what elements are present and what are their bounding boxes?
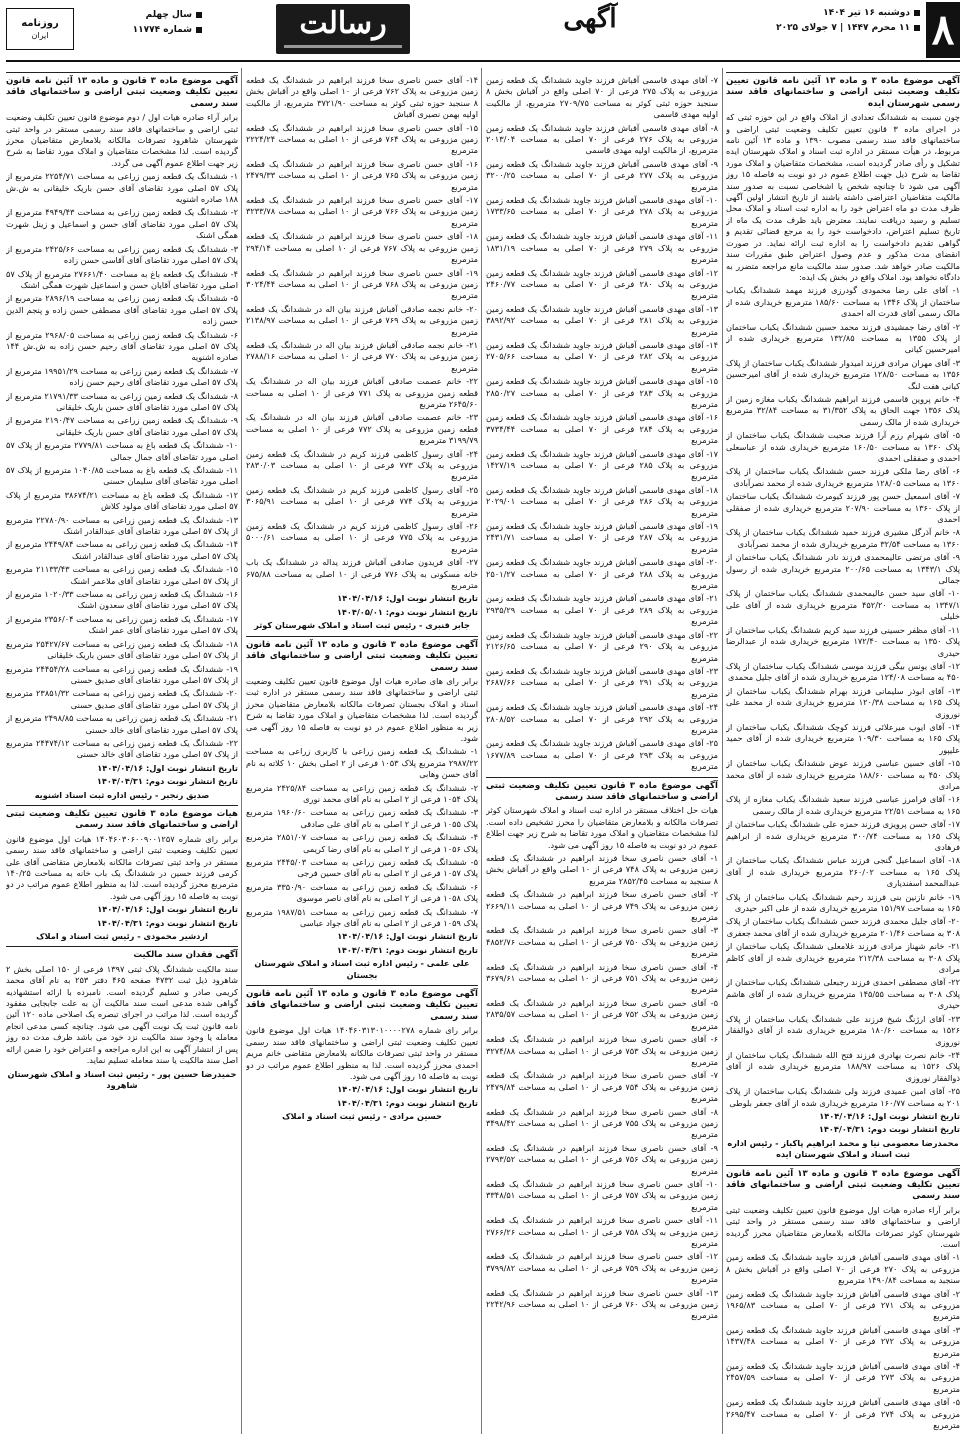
notice-item: ۶- آقای حسن ناصری سخا فرزند ابراهیم در ششدانگ یک قطعه زمین مزروعی به پلاک ۷۵۳ فرعی از ۱۰ اصلی به مساحت ۳۲۷۴/۸۸ مترمربع <box>486 1034 718 1067</box>
notice-item: ۲۴- خانم نصرت بهادری فرزند فتح الله ششدانگ یکباب ساختمان از پلاک ۱۵۲۶ به مساحت ۱۸۸/۹۷ مترمربع خریداری شده از آقای ذوالفقار نوروزی <box>726 1049 960 1083</box>
notice-item: ۹- آقای مهدی قاسمی آقباش فرزند جاوید ششدانگ یک قطعه زمین مزروعی به پلاک ۲۷۷ فرعی از ۷۰ اصلی به مساحت ۳۲۰۰/۲۵ مترمربع <box>486 158 718 192</box>
notice-item: ۱- ششدانگ یک قطعه زمین زراعی به مساحت ۲۲۵۴/۷۱ مترمربع از پلاک ۵۷ اصلی مورد تقاضای آقای حسن باریک خلیقانی به ش.ش ۱۸۸ صادره اشنویه <box>6 171 238 205</box>
notice-item: ۱۸- آقای اسماعیل گنجی فرزند عباس ششدانگ یکباب ساختمان از پلاک ۱۶۵ به مساحت ۲۶۰/۰۲ مترمربع خریداری شده از آقای عبدالمحمد اسفندیاری <box>726 855 960 889</box>
notice-item: ۲- آقای مهدی قاسمی آقباش فرزند جاوید ششدانگ یک قطعه زمین مزروعی به پلاک ۲۷۱ فرعی از ۷۰ اصلی به مساحت ۱۹۶۵/۸۳ مترمربع <box>726 1288 960 1322</box>
notice-item: ۴- آقای مهدی قاسمی آقباش فرزند جاوید ششدانگ یک قطعه زمین مزروعی به پلاک ۲۷۳ فرعی از ۷۰ اصلی به مساحت ۲۴۵۷/۵۹ مترمربع <box>726 1361 960 1394</box>
notice-item: ۱۵- آقای حسین عباسی فرزند عوض ششدانگ یکباب ساختمان از پلاک ۴۵۰ به مساحت ۱۸۸/۶۰ مترمربع خریداری شده از آقای محمد مرادی <box>726 758 960 791</box>
notice-item: ۱۲- آقای مهدی قاسمی آقباش فرزند جاوید ششدانگ یک قطعه زمین مزروعی به پلاک ۲۸۰ فرعی از ۷۰ اصلی به مساحت ۲۴۶۰/۷۷ مترمربع <box>486 267 718 301</box>
notice-title: آگهی موضوع ماده ۳ قانون تعیین تکلیف وضعیت ثبتی اراضی و ساختمانهای فاقد سند رسمی <box>486 780 718 802</box>
notice-item: ۲۰- آقای جلیل محمدی فرزند حسن ششدانگ یکباب ساختمان از پلاک ۳۰۸ به مساحت ۲۰۱/۴۶ مترمربع خریداری شده از آقای محمد جعفری <box>726 916 960 938</box>
notice-item: ۲۱- خانم نجمه صادقی آقباش فرزند بیان اله در ششدانگ یک قطعه زمین مزروعی به پلاک ۷۷۰ فرعی از ۱۰ اصلی به مساحت ۲۷۸۸/۱۶ مترمربع <box>246 339 478 373</box>
publish-date-first: تاریخ انتشار نوبت اول: ۱۴۰۴/۰۴/۱۶ <box>819 1110 960 1121</box>
date-line-2: ۱۱ محرم ۱۴۴۷ | ۷ جولای ۲۰۲۵ <box>776 23 910 33</box>
notice-item: ۲۲- ششدانگ یک قطعه زمین زراعی به مساحت ۲۴۴۷۴/۱۲ مترمربع از پلاک ۵۷ اصلی مورد تقاضای آقای خالد حسنی <box>6 737 238 760</box>
notice-item: ۱۴- آقای حسن ناصری سخا فرزند ابراهیم در ششدانگ یک قطعه زمین مزروعی به پلاک ۷۶۲ فرعی از ۱۰ اصلی واقع در آقباش بخش ۸ سنجبد حوزه ثبتی کوثر به مساحت ۳۷۲۱/۹۰ مترمربع، از مالکیت اولیه بهمن نصیری آقباش <box>246 75 478 120</box>
legal-notice <box>726 72 960 1161</box>
column-4 <box>6 68 238 1434</box>
bullet-icon <box>914 25 920 31</box>
page-number: ۸ <box>926 2 960 58</box>
bullet-icon <box>914 10 920 16</box>
publish-date-first: تاریخ انتشار نوبت اول: ۱۴۰۴/۰۴/۱۶ <box>97 904 238 915</box>
newspaper-logo <box>276 4 410 54</box>
notice-body: برابر آراء صادره هیات اول موضوع قانون تعیین تکلیف وضعیت ثبتی اراضی و ساختمانهای فاقد سند رسمی مستقر در واحد ثبتی شهرستان کوثر تصرفات مالکانه بلامعارض متقاضیان محرز گردیده است. <box>726 1204 960 1249</box>
notice-item: ۱۱- آقای مظفر حسینی فرزند سید کریم ششدانگ یکباب ساختمان از پلاک ۱۳۵۰ به مساحت ۱۷۲/۴۰ مترمربع خریداری شده از عبدالرضا حیدری <box>726 624 960 658</box>
legal-notice <box>726 1165 960 1432</box>
notice-signature: حسین مرادی - رئیس ثبت اسناد و املاک <box>282 1111 442 1122</box>
notice-item: ۱۳- آقای مهدی قاسمی آقباش فرزند جاوید ششدانگ یک قطعه زمین مزروعی به پلاک ۲۸۱ فرعی از ۷۰ اصلی به مساحت ۳۸۹۲/۹۲ مترمربع <box>486 303 718 337</box>
notice-item: ۹- آقای حسن ناصری سخا فرزند ابراهیم در ششدانگ یک قطعه زمین مزروعی به پلاک ۷۵۶ فرعی از ۱۰ اصلی به مساحت ۲۷۹۳/۵۲ مترمربع <box>486 1142 718 1176</box>
notice-item: ۲۴- آقای مهدی قاسمی آقباش فرزند جاوید ششدانگ یک قطعه زمین مزروعی به پلاک ۲۹۲ فرعی از ۷۰ اصلی به مساحت ۲۸۰۸/۵۲ مترمربع <box>486 702 718 735</box>
notice-item: ۱۳- آقای ابوذر سلیمانی فرزند بهرام ششدانگ یکباب ساختمان از پلاک ۱۶۵ به مساحت ۱۲۰/۳۸ مترمربع خریداری شده از محمد علی نوروزی <box>726 685 960 719</box>
notice-item: ۱۹- آقای مهدی قاسمی آقباش فرزند جاوید ششدانگ یک قطعه زمین مزروعی به پلاک ۲۸۷ فرعی از ۷۰ اصلی به مساحت ۲۴۳۱/۷۱ مترمربع <box>486 521 718 554</box>
notice-item: ۱۳- آقای حسن ناصری سخا فرزند ابراهیم در ششدانگ یک قطعه زمین مزروعی به پلاک ۷۶۰ فرعی از ۱۰ اصلی به مساحت ۲۲۴۲/۹۶ مترمربع <box>486 1287 718 1321</box>
notice-item: ۱۵- آقای حسن ناصری سخا فرزند ابراهیم در ششدانگ یک قطعه زمین مزروعی به پلاک ۷۶۴ فرعی از ۱۰ اصلی به مساحت ۲۲۲۴/۲۴ مترمربع <box>246 122 478 156</box>
notice-title: آگهی موضوع ماده ۳ قانون و ماده ۱۳ آئین نامه قانون تعیین تکلیف وضعیت ثبتی اراضی و ساختمانهای فاقد سند رسمی <box>6 76 238 109</box>
notice-item: ۳- ششدانگ یک قطعه زمین زراعی به مساحت ۱۹۶۰/۶۰ مترمربع پلاک ۱۰۵۵ فرعی از ۲ اصلی به نام آقای علی صادقی <box>246 807 478 829</box>
notice-item: ۴- ششدانگ یک قطعه باغ به مساحت ۲۷۶۶۱/۴۰ مترمربع از پلاک ۵۷ اصلی مورد تقاضای آقایان حسن و اسماعیل شهرت همگی اشنک <box>6 268 238 290</box>
issue-line: شماره ۱۱۷۷۴ <box>132 25 192 35</box>
notice-title: آگهی موضوع ماده ۳ قانون و ماده ۱۳ آئین نامه قانون تعیین تکلیف وضعیت ثبتی اراضی و ساختمانهای فاقد سند رسمی <box>726 1168 960 1202</box>
notice-signature: محمدرضا معصومی نیا و محمد ابراهیم پاکباز - رئیس اداره ثبت اسناد و املاک شهرستان ایده <box>727 1137 959 1160</box>
notice-item: ۱۵- ششدانگ یک قطعه زمین زراعی به مساحت ۲۱۱۳۳/۴۳ مترمربع از پلاک ۵۷ اصلی مورد تقاضای آقای ملاعمر اشنک <box>6 564 238 586</box>
notice-item: ۱۸- ششدانگ یک قطعه زمین زراعی به مساحت ۲۵۴۲۷/۶۷ مترمربع از پلاک ۵۷ اصلی مورد تقاضای آقای حسن باریک خلیقانی <box>6 638 238 661</box>
column-divider <box>481 68 482 1434</box>
notice-item: ۲۲- خانم عصمت صادقی آقباش فرزند بیان اله در ششدانگ یک قطعه زمین مزروعی به پلاک ۷۷۱ فرعی از ۱۰ اصلی به مساحت ۲۶۴۵/۶۰ مترمربع <box>246 376 478 409</box>
notice-title: آگهی موضوع ماده ۳ و ماده ۱۳ آئین نامه قانون تعیین تکلیف وضعیت ثبتی اراضی و ساختمانهای فاقد سند رسمی شهرستان ایده <box>726 76 960 109</box>
legal-notice <box>6 946 238 1091</box>
notice-body: چون نسبت به ششدانگ تعدادی از املاک واقع در این حوزه ثبتی که در اجرای ماده ۳ قانون تعیین تکلیف وضعیت ثبتی اراضی و ساختمانهای فاقد سند رسمی مصوب ۱۳۹۰ و ماده ۱۳ آئین نامه مربوط، در هیأت مستقر در اداره ثبت اسناد و املاک شهرستان ایده تشکیل و رأی صادر گردیده است، مشخصات متقاضیان و املاک مورد تقاضا به شرح ذیل جهت اطلاع عموم در دو نوبت به فاصله ۱۵ روز آگهی می شود تا چنانچه شخص یا اشخاصی نسبت به صدور سند مالکیت متقاضیان اعتراضی داشته باشند از تاریخ انتشار اولین آگهی ظرف مدت دو ماه اعتراض خود را به اداره ثبت اسناد و املاک محل تسلیم و رسید دریافت نمایند. معترض باید ظرف مدت یک ماه از تاریخ تسلیم اعتراض، دادخواست خود را به مرجع قضائی تقدیم و گواهی تقدیم دادخواست را به اداره ثبت ارائه نماید. در صورت انقضای مدت مذکور و عدم وصول اعتراض طبق مقررات سند مالکیت صادر خواهد شد. صدور سند مالکیت مانع مراجعه متضرر به دادگاه نخواهد بود. املاک واقع در بخش یک ایده: <box>726 112 960 282</box>
notice-item: ۲- ششدانگ یک قطعه زمین زراعی به مساحت ۴۹۴۹/۴۳ مترمربع از پلاک ۵۷ اصلی مورد تقاضای آقای حسن و اسماعیل و زینل شهرت همگی اشنک <box>6 207 238 241</box>
legal-notice <box>6 805 238 942</box>
column-3 <box>246 68 478 1434</box>
notice-signature: اردشیر محمودی - رئیس ثبت اسناد و املاک <box>36 931 208 942</box>
notice-item: ۲۰- آقای مهدی قاسمی آقباش فرزند جاوید ششدانگ یک قطعه زمین مزروعی به پلاک ۲۸۸ فرعی از ۷۰ اصلی به مساحت ۲۵۰۱/۲۷ مترمربع <box>486 557 718 591</box>
notice-body: برابر آراء صادره هیات اول / دوم موضوع قانون تعیین تکلیف وضعیت ثبتی اراضی و ساختمانهای فاقد سند رسمی مستقر در واحد ثبتی شهرستان شاهرود تصرفات مالکانه بلامعارض متقاضیان محرز گردیده است. لذا مشخصات متقاضیان و املاک مورد تقاضا به شرح زیر جهت اطلاع عموم آگهی می گردد. <box>6 112 238 168</box>
notice-item: ۱۶- ششدانگ یک قطعه زمین زراعی به مساحت ۱۰۲۰/۳۳ مترمربع از پلاک ۵۷ اصلی مورد تقاضای آقای سعدون اشنک <box>6 589 238 611</box>
notice-item: ۱۹- ششدانگ یک قطعه زمین زراعی به مساحت ۲۴۴۵۴/۲۸ مترمربع از پلاک ۵۷ اصلی مورد تقاضای آقای صدیق حسنی <box>6 663 238 685</box>
notice-item: ۲۱- خانم شهناز مرادی فرزند غلامعلی ششدانگ یکباب ساختمان از پلاک ۳۰۸ به مساحت ۲۱۲/۳۸ مترمربع خریداری شده از آقای کاظم مرادی <box>726 941 960 975</box>
logo-stripe <box>284 45 402 48</box>
notice-item: ۵- آقای مهدی قاسمی آقباش فرزند جاوید ششدانگ یک قطعه زمین مزروعی به پلاک ۲۷۴ فرعی از ۷۰ اصلی به مساحت ۲۶۹۵/۴۷ مترمربع <box>726 1397 960 1431</box>
notice-item: ۲۵- آقای امین عمیدی فرزند ولی ششدانگ یکباب ساختمان از پلاک ۲۰۱ به مساحت ۱۶۰/۷۷ مترمربع خریداری شده از آقای جعفر بلوطی <box>726 1086 960 1108</box>
notice-signature: جابر قنبری - رئیس ثبت اسناد و املاک شهرستان کوثر <box>254 620 470 631</box>
issue-meta <box>82 8 202 38</box>
legal-notice <box>486 777 718 1322</box>
notice-item: ۶- ششدانگ یک قطعه زمین زراعی به مساحت ۲۹۶۸/۰۵ مترمربع از پلاک ۵۷ اصلی مورد تقاضای آقای رحیم حسن زاده به ش.ش ۱۴۴ صادره اشنویه <box>6 329 238 363</box>
notice-item: ۵- ششدانگ یک قطعه زمین زراعی به مساحت ۲۴۴۵/۰۳ مترمربع پلاک ۱۰۵۷ فرعی از ۲ اصلی به نام آقای حسین فرجی <box>246 857 478 879</box>
notice-item: ۱۶- آقای فرامرز عباسی فرزند سعید ششدانگ یکباب مغازه از پلاک ۱۶۵ به مساحت ۲۲/۵۱ مترمربع خریداری شده از مالک رسمی <box>726 794 960 816</box>
publish-date-first: تاریخ انتشار نوبت اول: ۱۴۰۴/۰۴/۱۶ <box>337 1084 478 1095</box>
publish-date-second: تاریخ انتشار نوبت دوم: ۱۴۰۴/۰۴/۳۱ <box>336 944 478 955</box>
notice-item: ۶- ششدانگ یک قطعه زمین زراعی به مساحت ۳۳۵۰/۹۰ مترمربع پلاک ۱۰۵۸ فرعی از ۲ اصلی به نام آقای ناصر موسوی <box>246 881 478 904</box>
notice-item: ۱- ششدانگ یک قطعه زمین زراعی با کاربری زراعی به مساحت ۲۹۸۷/۲۲ مترمربع پلاک ۱۰۵۳ فرعی از ۲ اصلی بخش ۱۰ کلاته به نام آقای حسن وهابی <box>246 746 478 780</box>
legal-notice <box>246 636 478 981</box>
notice-body: هیات حل اختلاف مستقر در اداره ثبت اسناد و املاک شهرستان کوثر تصرفات مالکانه و بلامعارض متقاضیان را محرز تشخیص داده است. لذا مشخصات متقاضیان و املاک مورد تقاضا به شرح زیر جهت اطلاع عموم در دو نوبت به فاصله ۱۵ روز آگهی می شود. <box>486 805 718 850</box>
newspaper-name: رسالت <box>299 6 387 41</box>
notice-body: سند مالکیت ششدانگ پلاک ثبتی ۱۳۹۷ فرعی از ۱۵۰ اصلی بخش ۲ شاهرود ذیل ثبت ۴۷۳۲ صفحه ۴۶۵ دفتر ۲۵۳ به نام آقای محمد کریمی صادر و تسلیم گردیده است. نامبرده با ارائه استشهادیه گواهی شده مدعی است سند مالکیت آن به علت جابجایی مفقود گردیده است. لذا مراتب در اجرای تبصره یک اصلاحی ماده ۱۲۰ آئین نامه قانون ثبت یک نوبت آگهی می شود. چنانچه کسی مدعی انجام معامله یا وجود سند مالکیت نزد خود می باشد ظرف مدت ده روز پس از انتشار آگهی به این اداره مراجعه و اعتراض خود را ضمن ارائه اصل سند مالکیت یا سند معامله تسلیم نماید. <box>6 963 238 1066</box>
notice-item: ۴- ششدانگ یک قطعه زمین زراعی به مساحت ۲۸۵۱/۰۷ مترمربع پلاک ۱۰۵۶ فرعی از ۲ اصلی به نام آقای رضا کریمی <box>246 832 478 854</box>
notice-item: ۲۴- آقای رسول کاظمی فرزند کریم در ششدانگ یک قطعه زمین مزروعی به پلاک ۷۷۳ فرعی از ۱۰ اصلی به مساحت ۲۸۳۰/۰۳ مترمربع <box>246 448 478 482</box>
notice-item: ۵- آقای حسن ناصری سخا فرزند ابراهیم در ششدانگ یک قطعه زمین مزروعی به پلاک ۷۵۲ فرعی از ۱۰ اصلی به مساحت ۲۸۳۵/۵۷ مترمربع <box>486 997 718 1031</box>
notice-title: آگهی موضوع ماده ۳ قانون و ماده ۱۳ آئین نامه قانون تعیین تکلیف وضعیت ثبتی اراضی و ساختمانهای فاقد سند رسمی <box>246 989 478 1022</box>
notice-item: ۱۷- آقای مهدی قاسمی آقباش فرزند جاوید ششدانگ یک قطعه زمین مزروعی به پلاک ۲۸۵ فرعی از ۷۰ اصلی به مساحت ۱۴۲۷/۱۹ مترمربع <box>486 448 718 482</box>
notice-item: ۲- آقای رضا جمشیدی فرزند محمد حسین ششدانگ یکباب ساختمان از پلاک ۱۳۵۵ به مساحت ۱۳۲/۸۵ مترمربع خریداری شده از امیرحسین کیانی <box>726 321 960 355</box>
notice-item: ۱۴- ششدانگ یک قطعه زمین زراعی به مساحت ۲۴۴۹/۸۴ مترمربع از پلاک ۵۷ اصلی مورد تقاضای آقای عبدالقادر اشنک <box>6 539 238 561</box>
notice-item: ۲۳- آقای ارژنگ شیخ فرزند علی ششدانگ یکباب ساختمان از پلاک ۱۵۲۶ به مساحت ۱۸۰/۶۰ مترمربع خریداری شده از آقای ذوالفقار نوروزی <box>726 1013 960 1047</box>
notice-item: ۲۱- آقای مهدی قاسمی آقباش فرزند جاوید ششدانگ یک قطعه زمین مزروعی به پلاک ۲۸۹ فرعی از ۷۰ اصلی به مساحت ۲۹۳۵/۲۹ مترمربع <box>486 593 718 627</box>
notice-item: ۴- آقای حسن ناصری سخا فرزند ابراهیم در ششدانگ یک قطعه زمین مزروعی به پلاک ۷۵۱ فرعی از ۱۰ اصلی به مساحت ۳۶۷۹/۶۱ مترمربع <box>486 961 718 995</box>
notice-item: ۱۳- ششدانگ یک قطعه زمین زراعی به مساحت ۲۲۷۸۰/۹۰ مترمربع از پلاک ۵۷ اصلی مورد تقاضای آقای عبدالقادر اشنک <box>6 514 238 537</box>
publish-date-second: تاریخ انتشار نوبت دوم: ۱۴۰۴/۰۵/۰۱ <box>336 606 478 617</box>
notice-item: ۲- ششدانگ یک قطعه زمین زراعی به مساحت ۲۴۲۵/۸۴ مترمربع پلاک ۱۰۵۴ فرعی از ۲ اصلی به نام آقای محمد نوری <box>246 782 478 804</box>
publish-date-second: تاریخ انتشار نوبت دوم: ۱۴۰۴/۰۴/۳۱ <box>818 1124 960 1135</box>
publish-date-second: تاریخ انتشار نوبت دوم: ۱۴۰۴/۰۴/۳۱ <box>96 917 238 928</box>
notice-body: برابر رای شماره ۱۴۰۴۶۰۳۱۳۰۱۰۰۰۰۲۷۸ هیات اول موضوع قانون تعیین تکلیف وضعیت ثبتی اراضی و ساختمانهای فاقد سند رسمی مستقر در واحد ثبتی تصرفات مالکانه بلامعارض متقاضی خانم مریم احمدی محرز گردیده است. لذا به منظور اطلاع عموم مراتب در دو نوبت به فاصله ۱۵ روز آگهی می شود. <box>246 1025 478 1081</box>
notice-item: ۲۲- آقای مهدی قاسمی آقباش فرزند جاوید ششدانگ یک قطعه زمین مزروعی به پلاک ۲۹۰ فرعی از ۷۰ اصلی به مساحت ۲۱۲۶/۶۵ مترمربع <box>486 629 718 663</box>
notice-item: ۱۰- آقای سید حسن عالیمحمدی ششدانگ یکباب ساختمان از پلاک ۱۳۴۷/۱ به مساحت ۴۵۲/۲۰ مترمربع خریداری شده از آقای علی خلیلی <box>726 588 960 622</box>
section-title: آگهی <box>563 4 617 34</box>
notice-item: ۱۷- ششدانگ یک قطعه زمین زراعی به مساحت ۲۳۵۶/۰۴ مترمربع از پلاک ۵۷ اصلی مورد تقاضای آقای عمر اشنک <box>6 613 238 636</box>
column-1 <box>726 68 960 1434</box>
notice-title: آگهی فقدان سند مالکیت <box>133 950 238 961</box>
notice-signature: صدیق رنجبر - رئیس اداره ثبت اسناد اشنویه <box>34 789 210 800</box>
notice-item: ۱۰- آقای مهدی قاسمی آقباش فرزند جاوید ششدانگ یک قطعه زمین مزروعی به پلاک ۲۷۸ فرعی از ۷۰ اصلی به مساحت ۱۷۳۳/۶۵ مترمربع <box>486 195 718 228</box>
notice-item: ۸- آقای مهدی قاسمی آقباش فرزند جاوید ششدانگ یک قطعه زمین مزروعی به پلاک ۲۷۶ فرعی از ۷۰ اصلی به مساحت ۲۰۱۳/۰۴ مترمربع، از مالکیت اولیه مهدی قاسمی <box>486 122 718 156</box>
notice-item: ۱۸- آقای مهدی قاسمی آقباش فرزند جاوید ششدانگ یک قطعه زمین مزروعی به پلاک ۲۸۶ فرعی از ۷۰ اصلی به مساحت ۲۰۲۹/۰۱ مترمربع <box>486 484 718 518</box>
notice-item: ۲۱- ششدانگ یک قطعه زمین زراعی به مساحت ۲۴۹۸/۸۵ مترمربع از پلاک ۵۷ اصلی مورد تقاضای آقای خالد حسنی <box>6 713 238 735</box>
notice-item: ۹- ششدانگ یک قطعه زمین زراعی به مساحت ۲۱۹۰/۴۷ مترمربع از پلاک ۵۷ اصلی مورد تقاضای آقای حسن باریک خلیقانی <box>6 415 238 437</box>
notice-item: ۸- خانم آذرگل مشیری فرزند حمید ششدانگ یکباب ساختمان از پلاک ۱۳۶۰ به مساحت ۳۲/۵۴ مترمربع خریداری شده از محمد نصرآبادی <box>726 527 960 549</box>
notice-item: ۷- آقای مهدی قاسمی آقباش فرزند جاوید ششدانگ یک قطعه زمین مزروعی به پلاک ۲۷۵ فرعی از ۷۰ اصلی واقع در آقباش بخش ۸ سنجبد حوزه ثبتی کوثر به مساحت ۲۷۰۹/۷۵ مترمربع، از مالکیت اولیه مهدی قاسمی <box>486 75 718 120</box>
notice-item: ۲۰- ششدانگ یک قطعه زمین زراعی به مساحت ۲۳۸۵۱/۳۲ مترمربع از پلاک ۵۷ اصلی مورد تقاضای آقای صدیق حسنی <box>6 688 238 710</box>
publish-date-second: تاریخ انتشار نوبت دوم: ۱۴۰۴/۰۴/۳۱ <box>96 776 238 787</box>
notice-body: برابر رای های صادره هیات اول موضوع قانون تعیین تکلیف وضعیت ثبتی اراضی و ساختمانهای فاقد سند رسمی مستقر در اداره ثبت اسناد و املاک بجستان تصرفات مالکانه بلامعارض متقاضیان محرز گردیده است. لذا مشخصات متقاضیان و املاک مورد تقاضا به شرح زیر به منظور اطلاع عموم در دو نوبت به فاصله ۱۵ روز آگهی می شود. <box>246 675 478 743</box>
legal-notice <box>246 72 478 632</box>
notice-item: ۲۶- آقای رسول کاظمی فرزند کریم در ششدانگ یک قطعه زمین مزروعی به پلاک ۷۷۵ فرعی از ۱۰ اصلی به مساحت ۵۰۰۰/۶۱ مترمربع <box>246 521 478 554</box>
notice-item: ۱۲- آقای یونس بیگی فرزند موسی ششدانگ یکباب ساختمان از پلاک ۴۵۰ به مساحت ۱۲۴/۰۸ مترمربع خریداری شده از آقای جلیل محمدی <box>726 660 960 683</box>
small-logo <box>6 8 74 50</box>
year-line: سال چهلم <box>145 10 192 20</box>
notice-item: ۲- آقای حسن ناصری سخا فرزند ابراهیم در ششدانگ یک قطعه زمین مزروعی به پلاک ۷۴۹ فرعی از ۱۰ اصلی به مساحت ۲۶۶۹/۱۱ مترمربع <box>486 889 718 923</box>
notice-body: برابر رای شماره ۱۴۰۴۶۰۳۰۶۰۰۹۰۰۱۲۵۷ هیات اول موضوع قانون تعیین تکلیف وضعیت ثبتی اراضی و ساختمانهای فاقد سند رسمی مستقر در واحد ثبتی تصرفات مالکانه بلامعارض متقاضی آقای علی کرمی فرزند حسین در ششدانگ یک باب خانه به مساحت ۱۴۰/۲۵ مترمربع محرز گردیده است. لذا به منظور اطلاع عموم مراتب در دو نوبت به فاصله ۱۵ روز آگهی می شود. <box>6 833 238 901</box>
bullet-icon <box>196 27 202 33</box>
notice-item: ۱۰- آقای حسن ناصری سخا فرزند ابراهیم در ششدانگ یک قطعه زمین مزروعی به پلاک ۷۵۷ فرعی از ۱۰ اصلی به مساحت ۳۳۴۸/۵۱ مترمربع <box>486 1178 718 1212</box>
notice-item: ۱۲- ششدانگ یک قطعه باغ به مساحت ۳۸۶۷۴/۲۱ مترمربع از پلاک ۵۷ اصلی مورد تقاضای آقای مولود کلاش <box>6 489 238 512</box>
notice-item: ۱۶- آقای حسن ناصری سخا فرزند ابراهیم در ششدانگ یک قطعه زمین مزروعی به پلاک ۷۶۵ فرعی از ۱۰ اصلی به مساحت ۲۴۷۹/۳۳ مترمربع <box>246 158 478 192</box>
notice-item: ۷- ششدانگ یک قطعه زمین زراعی به مساحت ۱۹۸۷/۵۱ مترمربع پلاک ۱۰۵۹ فرعی از ۲ اصلی به نام آقای جواد عباسی <box>246 906 478 929</box>
notice-item: ۲۵- آقای رسول کاظمی فرزند کریم در ششدانگ یک قطعه زمین مزروعی به پلاک ۷۷۴ فرعی از ۱۰ اصلی به مساحت ۳۰۶۵/۹۱ مترمربع <box>246 484 478 518</box>
notice-item: ۹- آقای مرتضی عالیمحمدی فرزند نادر ششدانگ یکباب ساختمان از پلاک ۱۳۴۳/۱ به مساحت ۲۰۰/۶۵ مترمربع خریداری شده از رسول جمالی <box>726 552 960 586</box>
notice-item: ۲۷- آقای فریدون صادقی آقباش فرزند یداله در ششدانگ یک باب خانه مسکونی به پلاک ۷۷۶ فرعی از ۱۰ اصلی به مساحت ۶۷۵/۸۸ مترمربع <box>246 557 478 591</box>
legal-notice <box>246 985 478 1122</box>
column-divider <box>241 68 242 1434</box>
header-rule <box>6 60 960 62</box>
notice-item: ۲۰- خانم نجمه صادقی آقباش فرزند بیان اله در ششدانگ یک قطعه زمین مزروعی به پلاک ۷۶۹ فرعی از ۱۰ اصلی به مساحت ۲۱۳۸/۹۷ مترمربع <box>246 303 478 337</box>
notice-item: ۶- آقای رضا ملکی فرزند حسن ششدانگ یکباب ساختمان از پلاک ۱۳۶۰ به مساحت ۱۲۸/۰۵ مترمربع خریداری شده از محمد نصرآبادی <box>726 466 960 488</box>
notice-signature: علی علمی - رئیس اداره ثبت اسناد و املاک شهرستان بجستان <box>254 958 470 980</box>
notice-item: ۱۶- آقای مهدی قاسمی آقباش فرزند جاوید ششدانگ یک قطعه زمین مزروعی به پلاک ۲۸۴ فرعی از ۷۰ اصلی به مساحت ۳۷۳۴/۴۴ مترمربع <box>486 412 718 446</box>
notice-item: ۱۹- آقای حسن ناصری سخا فرزند ابراهیم در ششدانگ یک قطعه زمین مزروعی به پلاک ۷۶۸ فرعی از ۱۰ اصلی به مساحت ۳۰۲۴/۴۴ مترمربع <box>246 267 478 301</box>
notice-item: ۲۵- آقای مهدی قاسمی آقباش فرزند جاوید ششدانگ یک قطعه زمین مزروعی به پلاک ۲۹۳ فرعی از ۷۰ اصلی به مساحت ۱۶۷۷/۸۹ مترمربع <box>486 738 718 772</box>
date-block <box>770 6 920 36</box>
publish-date-first: تاریخ انتشار نوبت اول: ۱۴۰۴/۰۴/۱۶ <box>97 762 238 773</box>
notice-title: آگهی موضوع ماده ۳ قانون و ماده ۱۳ آئین نامه قانون تعیین تکلیف وضعیت ثبتی اراضی و ساختمانهای فاقد سند رسمی <box>246 639 478 673</box>
notice-title: هیات موضوع ماده ۳ قانون تعیین تکلیف وضعیت ثبتی اراضی و ساختمانهای فاقد سند رسمی <box>6 808 238 831</box>
notice-item: ۱۰- ششدانگ یک قطعه باغ به مساحت ۲۷۷۹/۸۱ مترمربع از پلاک ۵۷ اصلی مورد تقاضای آقای جمال جمالی <box>6 440 238 462</box>
publish-date-first: تاریخ انتشار نوبت اول: ۱۴۰۴/۰۴/۱۶ <box>337 931 478 942</box>
notice-item: ۵- ششدانگ یک قطعه زمین زراعی به مساحت ۲۸۹۶/۱۹ مترمربع از پلاک ۵۷ اصلی مورد تقاضای آقای مصطفی حسن زاده و پنجم الدین حسن زاده <box>6 293 238 327</box>
notice-item: ۱۹- خانم نازنین بنی فرزند رحیم ششدانگ یکباب ساختمان از پلاک ۱۶۵ به مساحت ۱۵۱/۹۷ مترمربع خریداری شده از علی اکبر حیدری <box>726 891 960 914</box>
notice-signature: حمیدرضا حسین پور - رئیس ثبت اسناد و املاک شهرستان شاهرود <box>7 1068 237 1090</box>
notice-item: ۱۸- آقای حسن ناصری سخا فرزند ابراهیم در ششدانگ یک قطعه زمین مزروعی به پلاک ۷۶۷ فرعی از ۱۰ اصلی به مساحت ۲۹۴/۱۴ مترمربع <box>246 231 478 265</box>
bullet-icon <box>196 12 202 18</box>
notice-item: ۸- آقای حسن ناصری سخا فرزند ابراهیم در ششدانگ یک قطعه زمین مزروعی به پلاک ۷۵۵ فرعی از ۱۰ اصلی به مساحت ۳۴۹۸/۴۲ مترمربع <box>486 1106 718 1140</box>
notice-item: ۱۱- ششدانگ یک قطعه باغ به مساحت ۱۰۴۰/۸۵ مترمربع از پلاک ۵۷ اصلی مورد تقاضای آقای سلیمان حسنی <box>6 465 238 487</box>
notice-item: ۱۷- آقای حسن پرویزی فرزند حمزه علی ششدانگ یکباب ساختمان از پلاک ۱۶۵ به مساحت ۳۰۰/۷۴ مترمربع خریداری شده از ابراهیم فرهادی <box>726 819 960 852</box>
notice-item: ۵- آقای شهرام رزم آرا فرزند صحبت ششدانگ یکباب ساختمان از پلاک ۱۳۶۰ به مساحت ۱۶۰/۵۰ مترمربع خریداری شده از عباسعلی احمدی و صفقلی احمدی <box>726 430 960 463</box>
notice-item: ۱- آقای حسن ناصری سخا فرزند ابراهیم در ششدانگ یک قطعه زمین مزروعی به پلاک ۷۴۸ فرعی از ۱۰ اصلی واقع در آقباش بخش ۸ سنجبد به مساحت ۲۸۵۲/۴۵ مترمربع <box>486 853 718 886</box>
notice-item: ۱۱- آقای حسن ناصری سخا فرزند ابراهیم در ششدانگ یک قطعه زمین مزروعی به پلاک ۷۵۸ فرعی از ۱۰ اصلی به مساحت ۲۷۶۶/۲۶ مترمربع <box>486 1215 718 1248</box>
notice-item: ۷- ششدانگ یک قطعه زمین زراعی به مساحت ۱۹۹۵۱/۲۹ مترمربع از پلاک ۵۷ اصلی مورد تقاضای آقای رحیم حسن زاده <box>6 365 238 388</box>
notice-item: ۳- آقای مهدی قاسمی آقباش فرزند جاوید ششدانگ یک قطعه زمین مزروعی به پلاک ۲۷۲ فرعی از ۷۰ اصلی به مساحت ۱۴۳۷/۴۸ مترمربع <box>726 1324 960 1358</box>
notice-item: ۳- ششدانگ یک قطعه زمین زراعی به مساحت ۲۴۲۵/۶۶ مترمربع از پلاک ۵۷ اصلی مورد تقاضای آقای آقاسی حسن زاده <box>6 243 238 266</box>
notice-item: ۴- خانم پروین قاسمی فرزند ابراهیم ششدانگ یکباب مغازه زمین از پلاک ۱۳۵۶ جهت الحاق به پلاک ۳۱/۳۵۲ به مساحت ۳۲/۸۴ مترمربع خریداری شده از مالک رسمی <box>726 393 960 427</box>
date-line-1: دوشنبه ۱۶ تیر ۱۴۰۴ <box>823 8 910 18</box>
notice-item: ۱۱- آقای مهدی قاسمی آقباش فرزند جاوید ششدانگ یک قطعه زمین مزروعی به پلاک ۲۷۹ فرعی از ۷۰ اصلی به مساحت ۱۸۳۱/۱۹ مترمربع <box>486 231 718 265</box>
notice-item: ۱- آقای مهدی قاسمی آقباش فرزند جاوید ششدانگ یک قطعه زمین مزروعی به پلاک ۲۷۰ فرعی از ۷۰ اصلی واقع در آقباش بخش ۸ سنجبد به مساحت ۱۴۹۰/۸۴ مترمربع <box>726 1252 960 1286</box>
notice-item: ۷- آقای اسمعیل حسن پور فرزند کیومرث ششدانگ یکباب ساختمان از پلاک ۱۳۶۰ به مساحت ۲۰۷/۹۰ مترمربع خریداری شده از صفقلی احمدی <box>726 491 960 525</box>
notice-item: ۷- آقای حسن ناصری سخا فرزند ابراهیم در ششدانگ یک قطعه زمین مزروعی به پلاک ۷۵۴ فرعی از ۱۰ اصلی به مساحت ۲۴۷۹/۸۴ مترمربع <box>486 1070 718 1104</box>
legal-notice <box>486 72 718 773</box>
publish-date-first: تاریخ انتشار نوبت اول: ۱۴۰۴/۰۴/۱۶ <box>337 593 478 604</box>
notice-item: ۱۵- آقای مهدی قاسمی آقباش فرزند جاوید ششدانگ یک قطعه زمین مزروعی به پلاک ۲۸۳ فرعی از ۷۰ اصلی به مساحت ۲۸۵۰/۲۷ مترمربع <box>486 376 718 409</box>
notice-item: ۱۲- آقای حسن ناصری سخا فرزند ابراهیم در ششدانگ یک قطعه زمین مزروعی به پلاک ۷۵۹ فرعی از ۱۰ اصلی به مساحت ۳۷۹۹/۸۲ مترمربع <box>486 1251 718 1285</box>
notice-item: ۱- آقای علی رضا محمودی گودرزی فرزند مهمد ششدانگ یکباب ساختمان از پلاک ۱۳۴۶ به مساحت ۱۸۵/۶۰ مترمربع خریداری شده از مالک رسمی آقای قدرت اله احمدی <box>726 285 960 319</box>
column-divider <box>722 68 723 1434</box>
notice-item: ۸- ششدانگ یک قطعه زمین زراعی به مساحت ۲۱۷۹۱/۳۳ مترمربع از پلاک ۵۷ اصلی مورد تقاضای آقای حسن باریک خلیقانی <box>6 390 238 412</box>
notice-item: ۱۴- آقای مهدی قاسمی آقباش فرزند جاوید ششدانگ یک قطعه زمین مزروعی به پلاک ۲۸۲ فرعی از ۷۰ اصلی به مساحت ۲۷۰۵/۶۶ مترمربع <box>486 339 718 373</box>
notice-item: ۳- آقای مهران مرادی فرزند امیدوار ششدانگ یکباب ساختمان از پلاک ۱۳۵۶ به مساحت ۱۲۸/۵۰ مترمربع خریداری شده از آقای امیرحسین کیانی هفت لنگ <box>726 357 960 391</box>
notice-item: ۲۳- آقای مهدی قاسمی آقباش فرزند جاوید ششدانگ یک قطعه زمین مزروعی به پلاک ۲۹۱ فرعی از ۷۰ اصلی به مساحت ۲۶۸۷/۶۶ مترمربع <box>486 665 718 699</box>
masthead <box>0 0 966 62</box>
notice-item: ۲۲- آقای مصطفی احمدی فرزند رجبعلی ششدانگ یکباب ساختمان از پلاک ۳۰۸ به مساحت ۱۴۵/۵۵ مترمربع خریداری شده از آقای هاشم حیدری <box>726 977 960 1011</box>
notice-item: ۱۴- آقای ایوب میرعلائی فرزند کوچک ششدانگ یکباب ساختمان از پلاک ۱۶۵ به مساحت ۱۰۹/۳۰ مترمربع خریداری شده از آقای حمید علیپور <box>726 721 960 755</box>
notice-item: ۲۳- خانم عصمت صادقی آقباش فرزند بیان اله در ششدانگ یک قطعه زمین مزروعی به پلاک ۷۷۲ فرعی از ۱۰ اصلی به مساحت ۳۱۹۹/۷۹ مترمربع <box>246 412 478 446</box>
small-logo-line-1: روزنامه <box>21 18 59 29</box>
publish-date-second: تاریخ انتشار نوبت دوم: ۱۴۰۴/۰۴/۳۱ <box>336 1097 478 1108</box>
column-2 <box>486 68 718 1434</box>
legal-notice <box>6 72 238 801</box>
notice-item: ۱۷- آقای حسن ناصری سخا فرزند ابراهیم در ششدانگ یک قطعه زمین مزروعی به پلاک ۷۶۶ فرعی از ۱۰ اصلی به مساحت ۳۲۳۳/۷۸ مترمربع <box>246 195 478 228</box>
notice-item: ۳- آقای حسن ناصری سخا فرزند ابراهیم در ششدانگ یک قطعه زمین مزروعی به پلاک ۷۵۰ فرعی از ۱۰ اصلی به مساحت ۴۸۵۲/۷۶ مترمربع <box>486 925 718 959</box>
small-logo-line-2: ایران <box>31 31 49 40</box>
